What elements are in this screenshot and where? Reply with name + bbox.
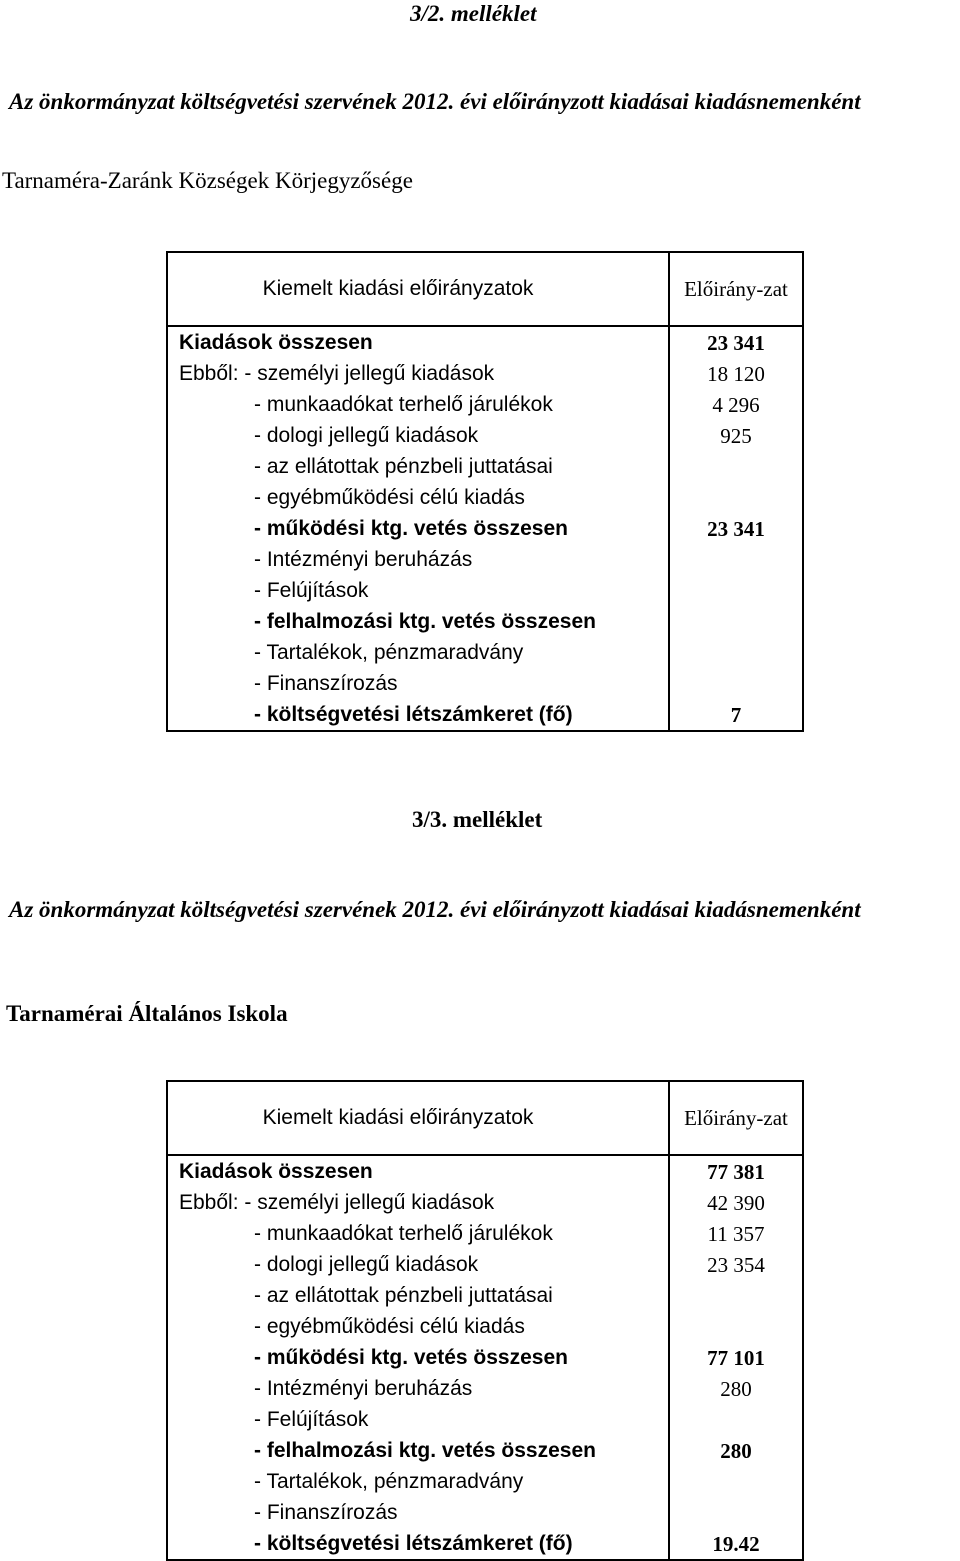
row-value (669, 482, 803, 513)
table-row (167, 1404, 803, 1435)
table-row (167, 1435, 803, 1466)
row-value: 42 390 (669, 1187, 803, 1218)
row-value: 19.42 (669, 1528, 803, 1560)
row-label: - Finanszírozás (167, 668, 669, 699)
budget-table-1 (166, 251, 804, 732)
row-value (669, 1311, 803, 1342)
table-row (167, 1155, 803, 1187)
table-row (167, 544, 803, 575)
table-header (167, 252, 803, 326)
row-label: - egyébműködési célú kiadás (167, 1311, 669, 1342)
row-value: 77 101 (669, 1342, 803, 1373)
table-row (167, 699, 803, 731)
row-label: Kiadások összesen (167, 326, 669, 358)
table-row (167, 326, 803, 358)
row-label: - működési ktg. vetés összesen (167, 1342, 669, 1373)
row-value: 18 120 (669, 358, 803, 389)
row-value (669, 606, 803, 637)
row-value: 4 296 (669, 389, 803, 420)
row-value (669, 575, 803, 606)
row-value: 925 (669, 420, 803, 451)
row-value: 280 (669, 1373, 803, 1404)
row-label: Ebből: - személyi jellegű kiadások (167, 358, 669, 389)
table-row (167, 637, 803, 668)
row-label: - dologi jellegű kiadások (167, 420, 669, 451)
institution-name-1: Tarnaméra-Zaránk Községek Körjegyzősége (2, 168, 413, 193)
row-value (669, 451, 803, 482)
table-row (167, 420, 803, 451)
row-label: - az ellátottak pénzbeli juttatásai (167, 451, 669, 482)
table-row (167, 1218, 803, 1249)
table-row (167, 1311, 803, 1342)
row-value (669, 1497, 803, 1528)
table-row (167, 575, 803, 606)
row-label: Kiadások összesen (167, 1155, 669, 1187)
row-value (669, 1280, 803, 1311)
row-value: 23 341 (669, 326, 803, 358)
row-value: 280 (669, 1435, 803, 1466)
row-label: - munkaadókat terhelő járulékok (167, 389, 669, 420)
table-row (167, 1280, 803, 1311)
institution-name-2: Tarnamérai Általános Iskola (6, 1001, 288, 1026)
header-label: Kiemelt kiadási előirányzatok (167, 1081, 669, 1155)
row-value (669, 1404, 803, 1435)
row-value: 77 381 (669, 1155, 803, 1187)
budget-table-2 (166, 1080, 804, 1561)
row-label: - dologi jellegű kiadások (167, 1249, 669, 1280)
row-label: - működési ktg. vetés összesen (167, 513, 669, 544)
table-row (167, 1373, 803, 1404)
row-value (669, 1466, 803, 1497)
row-value: 7 (669, 699, 803, 731)
document-title-2: Az önkormányzat költségvetési szervének 2012. évi előirányzott kiadásai kiadásnemenként (9, 897, 861, 922)
table-row (167, 451, 803, 482)
table-row (167, 482, 803, 513)
row-value (669, 668, 803, 699)
row-label: - költségvetési létszámkeret (fő) (167, 1528, 669, 1560)
table-row (167, 389, 803, 420)
row-value (669, 637, 803, 668)
row-label: - Finanszírozás (167, 1497, 669, 1528)
row-label: - felhalmozási ktg. vetés összesen (167, 606, 669, 637)
row-label: - Felújítások (167, 1404, 669, 1435)
table-row (167, 358, 803, 389)
row-label: - Felújítások (167, 575, 669, 606)
row-label: - Intézményi beruházás (167, 544, 669, 575)
header-value: Előirány-zat (669, 252, 803, 326)
table-row (167, 668, 803, 699)
table-row (167, 1466, 803, 1497)
table-row (167, 606, 803, 637)
row-label: - Tartalékok, pénzmaradvány (167, 637, 669, 668)
row-label: - munkaadókat terhelő járulékok (167, 1218, 669, 1249)
table-row (167, 1342, 803, 1373)
row-value: 11 357 (669, 1218, 803, 1249)
row-label: - Tartalékok, pénzmaradvány (167, 1466, 669, 1497)
row-label: - Intézményi beruházás (167, 1373, 669, 1404)
row-label: - felhalmozási ktg. vetés összesen (167, 1435, 669, 1466)
row-label: - egyébműködési célú kiadás (167, 482, 669, 513)
document-title-1: Az önkormányzat költségvetési szervének 2012. évi előirányzott kiadásai kiadásnemenként (9, 89, 861, 114)
table-row (167, 513, 803, 544)
table-row (167, 1497, 803, 1528)
row-value: 23 354 (669, 1249, 803, 1280)
header-label: Kiemelt kiadási előirányzatok (167, 252, 669, 326)
header-value: Előirány-zat (669, 1081, 803, 1155)
table-row (167, 1187, 803, 1218)
row-value: 23 341 (669, 513, 803, 544)
table-header (167, 1081, 803, 1155)
annex-title-2: 3/3. melléklet (412, 807, 543, 832)
row-label: - költségvetési létszámkeret (fő) (167, 699, 669, 731)
row-label: Ebből: - személyi jellegű kiadások (167, 1187, 669, 1218)
annex-title-1: 3/2. melléklet (410, 1, 537, 26)
row-value (669, 544, 803, 575)
table-row (167, 1528, 803, 1560)
table-row (167, 1249, 803, 1280)
row-label: - az ellátottak pénzbeli juttatásai (167, 1280, 669, 1311)
